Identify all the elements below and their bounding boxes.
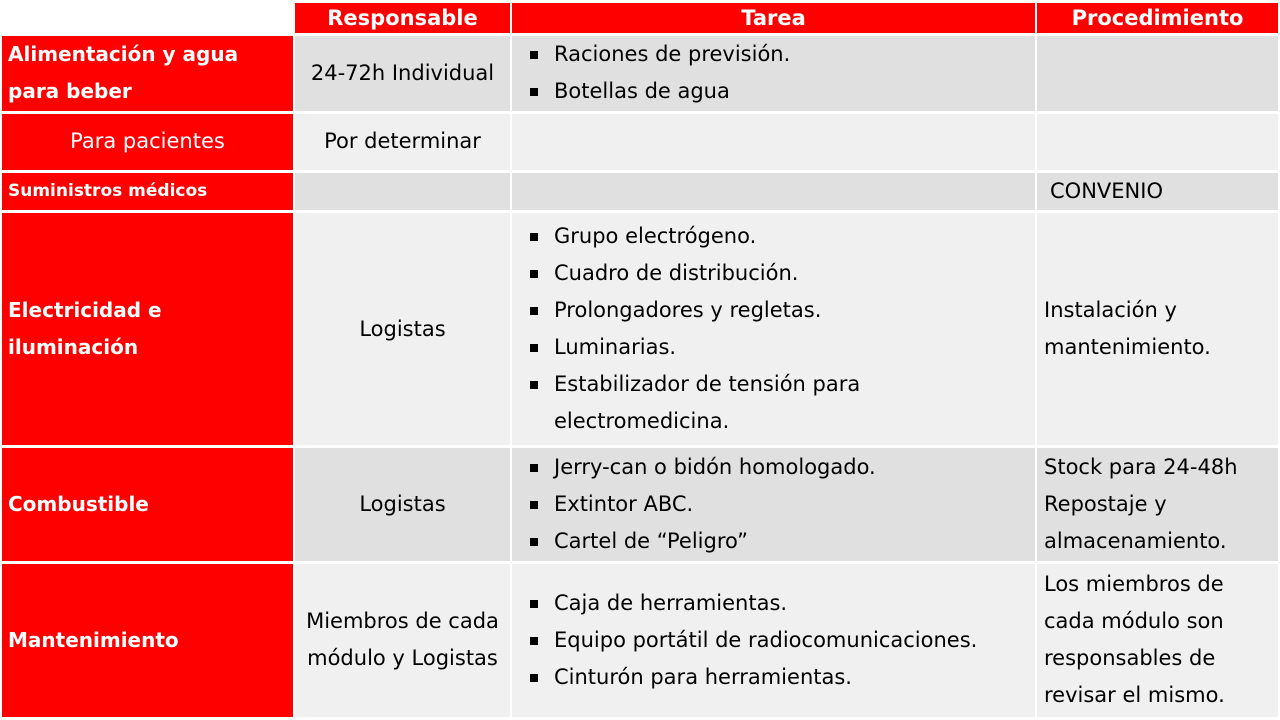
row-label: Mantenimiento	[2, 564, 293, 717]
tarea-item: Extintor ABC.	[530, 486, 1035, 523]
tarea-item: Grupo electrógeno.	[530, 218, 1035, 255]
row-label: Para pacientes	[2, 114, 293, 170]
tarea-cell	[512, 448, 1035, 561]
row-label: Alimentación y agua para beber	[2, 36, 293, 111]
header-procedimiento: Procedimiento	[1037, 3, 1278, 33]
table-row-suministros	[2, 173, 1278, 210]
table-row-combustible	[2, 448, 1278, 561]
tarea-cell	[512, 564, 1035, 717]
row-label: Electricidad e iluminación	[2, 213, 293, 445]
procedimiento-cell	[1037, 36, 1278, 111]
table-row-electricidad	[2, 213, 1278, 445]
tarea-cell	[512, 114, 1035, 170]
tarea-list	[512, 449, 1035, 560]
responsable-cell: 24-72h Individual	[295, 36, 510, 111]
tarea-list	[512, 36, 1035, 110]
procedimiento-cell	[1037, 114, 1278, 170]
tarea-item: Equipo portátil de radiocomunicaciones.	[530, 622, 1035, 659]
tarea-list	[512, 585, 1035, 696]
responsable-cell	[295, 173, 510, 210]
table-row-mantenimiento	[2, 564, 1278, 717]
tarea-list	[512, 218, 1035, 440]
tarea-cell	[512, 213, 1035, 445]
procedimiento-cell: Los miembros de cada módulo son responsables de revisar el mismo.	[1037, 564, 1278, 717]
responsable-cell: Logistas	[295, 213, 510, 445]
tarea-item: Cuadro de distribución.	[530, 255, 1035, 292]
tarea-cell	[512, 36, 1035, 111]
tarea-item: Cinturón para herramientas.	[530, 659, 1035, 696]
tarea-item: Prolongadores y regletas.	[530, 292, 1035, 329]
responsable-cell: Por determinar	[295, 114, 510, 170]
tarea-item: Luminarias.	[530, 329, 1035, 366]
tarea-item: Cartel de “Peligro”	[530, 523, 1035, 560]
header-blank-cell	[2, 3, 293, 33]
row-label: Combustible	[2, 448, 293, 561]
table-row-alimentacion	[2, 36, 1278, 111]
tarea-item: Caja de herramientas.	[530, 585, 1035, 622]
tarea-cell	[512, 173, 1035, 210]
tarea-item: Jerry-can o bidón homologado.	[530, 449, 1035, 486]
responsable-cell: Miembros de cada módulo y Logistas	[295, 564, 510, 717]
tarea-item: Botellas de agua	[530, 73, 1035, 110]
tarea-item: Raciones de previsión.	[530, 36, 1035, 73]
table-row-pacientes	[2, 114, 1278, 170]
header-responsable: Responsable	[295, 3, 510, 33]
tarea-item: Estabilizador de tensión para electromedicina.	[530, 366, 1035, 440]
header-tarea: Tarea	[512, 3, 1035, 33]
row-label: Suministros médicos	[2, 173, 293, 210]
responsable-cell: Logistas	[295, 448, 510, 561]
procedimiento-cell: Instalación y mantenimiento.	[1037, 213, 1278, 445]
procedimiento-cell: Stock para 24-48h Repostaje y almacenamiento.	[1037, 448, 1278, 561]
header-row	[2, 3, 1278, 33]
procedimiento-cell: CONVENIO	[1037, 173, 1278, 210]
